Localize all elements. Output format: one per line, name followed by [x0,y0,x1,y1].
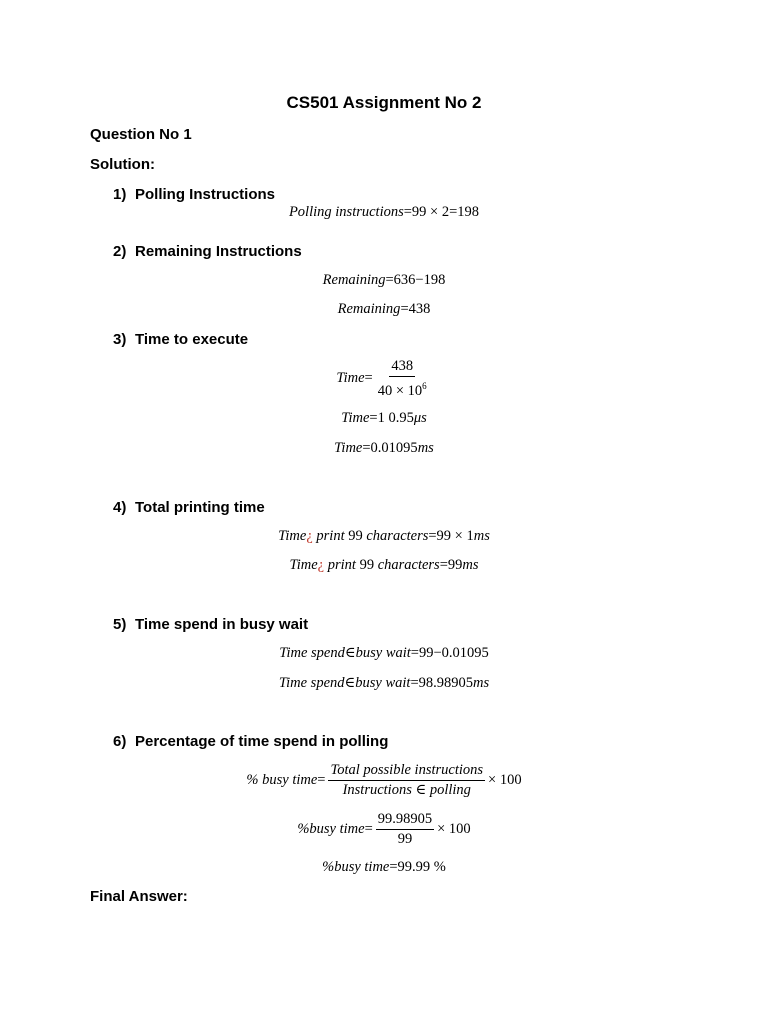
eq-word: busy wait [355,675,411,691]
equation-busy-time-result [0,859,768,876]
eq-rhs: =1 0.95 [369,410,414,426]
eq-equals: = [364,370,373,387]
eq-tail: × 100 [437,820,471,837]
denominator [376,377,429,400]
fraction [376,811,434,848]
step-number: 4) [113,499,127,516]
eq-lhs: %busy time [322,859,390,875]
equation-time-milliseconds [0,440,768,457]
equation-busy-wait-2 [0,675,768,692]
eq-number: 99 [359,557,375,573]
fraction [376,358,429,400]
eq-rhs: =99 × 1 [428,528,474,544]
eq-rhs: =438 [400,301,431,317]
question-heading: Question No 1 [90,126,192,143]
numerator: Total possible instructions [328,762,485,781]
eq-lhs: Time [278,528,307,544]
missing-glyph-mark: ¿ [317,557,325,573]
eq-rhs: =636−198 [385,272,446,288]
eq-rhs: =99−0.01095 [410,645,489,661]
eq-lhs: Time [341,410,370,426]
eq-operator: ∈ [344,675,356,691]
equation-busy-wait-1 [0,645,768,662]
eq-number: 99 [348,528,363,544]
equation-polling-instructions [0,204,768,221]
eq-rhs: =0.01095 [362,440,418,456]
numerator: 438 [389,358,415,377]
step-label: Time spend in busy wait [135,616,309,633]
numerator: 99.98905 [376,811,434,830]
solution-heading: Solution: [90,156,155,173]
eq-unit: ms [462,557,479,573]
denominator: Instructions ∈ polling [342,782,471,798]
fraction [328,762,485,799]
equation-remaining-1 [0,272,768,289]
eq-lhs: Time spend [278,675,345,691]
eq-word: print [327,557,356,573]
equation-busy-time-values [0,811,768,848]
eq-lhs: Time [336,370,365,387]
step-4-heading [113,499,265,516]
final-answer-heading: Final Answer: [90,888,188,905]
step-label: Time to execute [135,331,249,348]
equation-printing-time-1 [0,528,768,545]
step-number: 3) [113,331,127,348]
equation-remaining-2 [0,301,768,318]
step-label: Percentage of time spend in polling [135,733,389,750]
equation-busy-time-formula [0,762,768,799]
eq-lhs: Remaining [322,272,386,288]
eq-unit: μs [413,410,427,426]
step-3-heading [113,331,248,348]
eq-lhs: Time [289,557,318,573]
equation-time-microseconds [0,410,768,427]
denominator-base: 40 × 10 [377,382,423,399]
eq-equals: = [317,771,326,788]
eq-lhs: busy time [262,771,318,788]
step-6-heading [113,733,388,750]
eq-rhs: =99.99 % [389,859,446,875]
step-2-heading [113,243,302,260]
eq-tail: × 100 [488,771,522,788]
step-label: Remaining Instructions [135,243,302,260]
eq-operator: ∈ [344,645,356,661]
exponent: 6 [422,381,427,391]
eq-lhs: Time spend [279,645,345,661]
step-number: 5) [113,616,127,633]
step-number: 6) [113,733,127,750]
step-label: Polling Instructions [135,186,276,203]
eq-percent: % [246,771,259,788]
step-number: 1) [113,186,127,203]
eq-lhs: Time [334,440,363,456]
eq-unit: ms [417,440,434,456]
step-5-heading [113,616,308,633]
eq-unit: ms [473,675,490,691]
step-1-heading [113,186,275,203]
step-label: Total printing time [135,499,265,516]
eq-lhs: Remaining [337,301,401,317]
equation-printing-time-2 [0,557,768,574]
denominator: 99 [397,831,413,847]
document-title: CS501 Assignment No 2 [286,93,482,112]
eq-word: characters [366,528,429,544]
eq-lhs: %busy time [297,820,365,837]
eq-word: print [316,528,345,544]
eq-equals: = [364,820,373,837]
equation-time-fraction [0,358,768,400]
eq-rhs: =99 × 2=198 [403,204,480,220]
eq-lhs: Polling instructions [288,204,404,220]
step-number: 2) [113,243,127,260]
eq-rhs: =98.98905 [410,675,473,691]
eq-word: busy wait [355,645,411,661]
eq-unit: ms [473,528,490,544]
eq-rhs: =99 [439,557,463,573]
missing-glyph-mark: ¿ [306,528,313,544]
eq-word: characters [377,557,440,573]
